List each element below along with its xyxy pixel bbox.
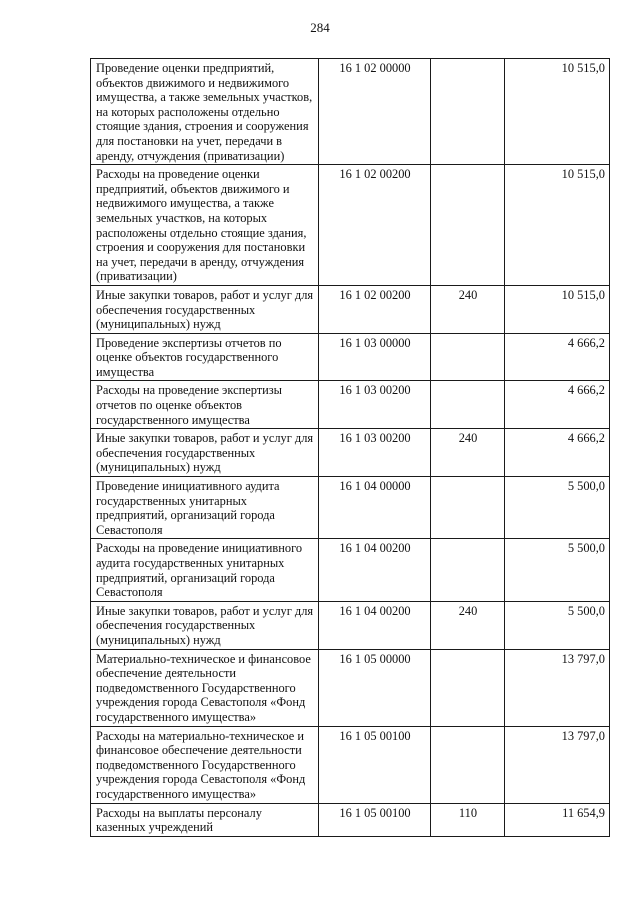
row-type — [431, 381, 505, 429]
table-row — [91, 59, 610, 165]
table-row — [91, 601, 610, 649]
row-sum: 13 797,0 — [505, 649, 610, 726]
row-sum: 11 654,9 — [505, 803, 610, 836]
row-type — [431, 477, 505, 539]
row-code: 16 1 05 00000 — [319, 649, 431, 726]
table-row — [91, 333, 610, 381]
row-name: Иные закупки товаров, работ и услуг для обеспечения государственных (муниципальных) нужд — [91, 285, 319, 333]
row-name: Расходы на материально-техническое и финансовое обеспечение деятельности подведомственного Государственного учреждения города Севастополя «Фонд государственного имущества» — [91, 726, 319, 803]
table-row — [91, 285, 610, 333]
row-type — [431, 649, 505, 726]
row-code: 16 1 04 00200 — [319, 539, 431, 601]
row-name: Иные закупки товаров, работ и услуг для обеспечения государственных (муниципальных) нужд — [91, 601, 319, 649]
table-row — [91, 477, 610, 539]
table-row — [91, 649, 610, 726]
row-type: 240 — [431, 285, 505, 333]
row-type — [431, 333, 505, 381]
row-type — [431, 726, 505, 803]
table-row — [91, 165, 610, 286]
row-code: 16 1 04 00200 — [319, 601, 431, 649]
row-name: Проведение оценки предприятий, объектов движимого и недвижимого имущества, а также земельных участков, на которых расположены отдельно стоящие здания, строения и сооружения для постановки на учет, передачи в аренду, отчуждения (приватизации) — [91, 59, 319, 165]
row-sum: 5 500,0 — [505, 601, 610, 649]
row-type — [431, 539, 505, 601]
row-sum: 4 666,2 — [505, 429, 610, 477]
budget-table — [90, 58, 610, 837]
row-code: 16 1 02 00200 — [319, 165, 431, 286]
row-name: Материально-техническое и финансовое обеспечение деятельности подведомственного Государственного учреждения города Севастополя «Фонд государственного имущества» — [91, 649, 319, 726]
row-name: Расходы на выплаты персоналу казенных учреждений — [91, 803, 319, 836]
row-code: 16 1 05 00100 — [319, 803, 431, 836]
row-sum: 10 515,0 — [505, 285, 610, 333]
row-code: 16 1 03 00200 — [319, 429, 431, 477]
row-type: 240 — [431, 601, 505, 649]
row-name: Проведение инициативного аудита государственных унитарных предприятий, организаций города Севастополя — [91, 477, 319, 539]
row-name: Иные закупки товаров, работ и услуг для обеспечения государственных (муниципальных) нужд — [91, 429, 319, 477]
page-number: 284 — [310, 20, 330, 35]
row-sum: 10 515,0 — [505, 165, 610, 286]
row-name: Расходы на проведение оценки предприятий, объектов движимого и недвижимого имущества, а также земельных участков, на которых расположены отдельно стоящие здания, строения и сооружения для постановки на учет, передачи в аренду, отчуждения (приватизации) — [91, 165, 319, 286]
row-type — [431, 59, 505, 165]
row-sum: 5 500,0 — [505, 539, 610, 601]
row-code: 16 1 02 00200 — [319, 285, 431, 333]
row-type — [431, 165, 505, 286]
row-sum: 4 666,2 — [505, 333, 610, 381]
row-name: Проведение экспертизы отчетов по оценке объектов государственного имущества — [91, 333, 319, 381]
row-code: 16 1 03 00000 — [319, 333, 431, 381]
row-sum: 13 797,0 — [505, 726, 610, 803]
row-name: Расходы на проведение инициативного аудита государственных унитарных предприятий, организаций города Севастополя — [91, 539, 319, 601]
row-type: 240 — [431, 429, 505, 477]
row-sum: 4 666,2 — [505, 381, 610, 429]
row-code: 16 1 02 00000 — [319, 59, 431, 165]
row-code: 16 1 04 00000 — [319, 477, 431, 539]
table-row — [91, 429, 610, 477]
row-sum: 10 515,0 — [505, 59, 610, 165]
table-row — [91, 539, 610, 601]
row-code: 16 1 03 00200 — [319, 381, 431, 429]
row-sum: 5 500,0 — [505, 477, 610, 539]
table-row — [91, 726, 610, 803]
row-code: 16 1 05 00100 — [319, 726, 431, 803]
row-name: Расходы на проведение экспертизы отчетов по оценке объектов государственного имущества — [91, 381, 319, 429]
table-row — [91, 803, 610, 836]
table-row — [91, 381, 610, 429]
row-type: 110 — [431, 803, 505, 836]
